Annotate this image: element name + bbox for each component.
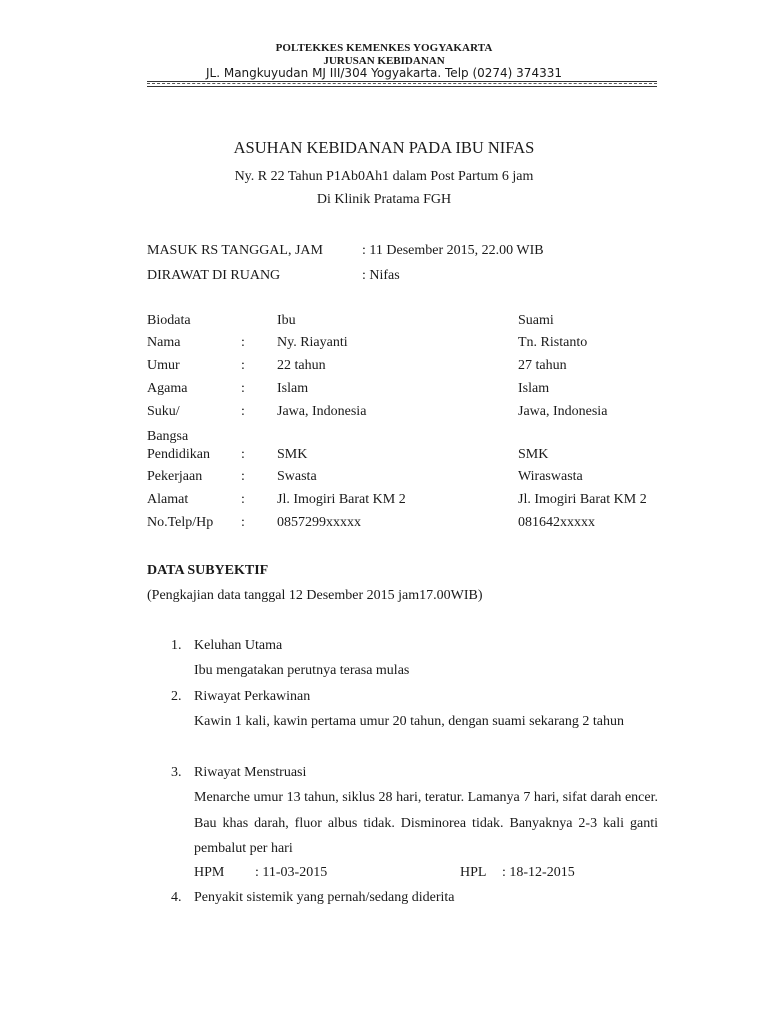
biodata-row-suami: 27 tahun xyxy=(518,358,567,373)
biodata-row-suami: 081642xxxxx xyxy=(518,515,595,530)
admission-masuk-label: MASUK RS TANGGAL, JAM xyxy=(147,243,323,258)
hpl-value: : 18-12-2015 xyxy=(502,865,575,880)
list-item-text: Menarche umur 13 tahun, siklus 28 hari, teratur. Lamanya 7 hari, sifat darah encer. Bau khas darah, fluor albus tidak. Disminorea tidak. Banyaknya 2-3 kali ganti pembalut per hari xyxy=(194,790,658,856)
biodata-row-ibu: Jawa, Indonesia xyxy=(277,404,367,419)
biodata-row-label: Alamat xyxy=(147,492,189,507)
biodata-row-suami: Jl. Imogiri Barat KM 2 xyxy=(518,492,647,507)
biodata-row-suami: SMK xyxy=(518,447,549,462)
biodata-row-colon: : xyxy=(241,381,245,396)
biodata-header-label: Biodata xyxy=(147,313,191,328)
biodata-header-ibu: Ibu xyxy=(277,313,296,328)
biodata-row-label: Umur xyxy=(147,358,180,373)
biodata-row-label: Pekerjaan xyxy=(147,469,203,484)
document-subtitle-patient: Ny. R 22 Tahun P1Ab0Ah1 dalam Post Partum 6 jam xyxy=(234,169,534,184)
biodata-header-suami: Suami xyxy=(518,313,554,328)
biodata-row-label: Pendidikan xyxy=(147,447,210,462)
list-item-number: 1. xyxy=(171,638,182,653)
biodata-row-colon: : xyxy=(241,447,245,462)
biodata-row-colon: : xyxy=(241,358,245,373)
list-item-number: 3. xyxy=(171,765,182,780)
admission-ruang-value: : Nifas xyxy=(362,268,400,283)
biodata-row-label-continued: Bangsa xyxy=(147,429,189,444)
list-item-title: Riwayat Menstruasi xyxy=(194,765,307,780)
biodata-row-ibu: 22 tahun xyxy=(277,358,326,373)
hpm-value: : 11-03-2015 xyxy=(255,865,328,880)
institution-name: POLTEKKES KEMENKES YOGYAKARTA xyxy=(275,42,493,54)
document-subtitle-location: Di Klinik Pratama FGH xyxy=(316,192,452,207)
biodata-row-ibu: Jl. Imogiri Barat KM 2 xyxy=(277,492,406,507)
biodata-row-colon: : xyxy=(241,492,245,507)
biodata-row-label: Suku/ xyxy=(147,404,180,419)
biodata-row-label: Nama xyxy=(147,335,181,350)
list-item-text: Ibu mengatakan perutnya terasa mulas xyxy=(194,663,410,678)
biodata-row-label: No.Telp/Hp xyxy=(147,515,214,530)
department-name: JURUSAN KEBIDANAN xyxy=(323,55,445,67)
institution-address: JL. Mangkuyudan MJ III/304 Yogyakarta. Telp (0274) 374331 xyxy=(206,66,562,80)
biodata-row-ibu: Ny. Riayanti xyxy=(277,335,348,350)
biodata-row-colon: : xyxy=(241,404,245,419)
biodata-row-suami: Tn. Ristanto xyxy=(518,335,588,350)
hpl-label: HPL xyxy=(460,865,487,880)
list-item-title: Riwayat Perkawinan xyxy=(194,689,311,704)
document-title: ASUHAN KEBIDANAN PADA IBU NIFAS xyxy=(233,138,535,157)
biodata-row-colon: : xyxy=(241,469,245,484)
biodata-row-ibu: Swasta xyxy=(277,469,317,484)
biodata-row-colon: : xyxy=(241,515,245,530)
list-item-number: 4. xyxy=(171,890,182,905)
biodata-row-suami: Islam xyxy=(518,381,550,396)
biodata-row-colon: : xyxy=(241,335,245,350)
list-item-text: Kawin 1 kali, kawin pertama umur 20 tahun, dengan suami sekarang 2 tahun xyxy=(194,714,624,729)
header-divider xyxy=(147,81,657,87)
biodata-row-ibu: 0857299xxxxx xyxy=(277,515,361,530)
biodata-row-suami: Jawa, Indonesia xyxy=(518,404,608,419)
admission-ruang-label: DIRAWAT DI RUANG xyxy=(147,268,281,283)
list-item-title: Penyakit sistemik yang pernah/sedang diderita xyxy=(194,890,455,905)
subjective-date-note: (Pengkajian data tanggal 12 Desember 2015 jam17.00WIB) xyxy=(147,588,483,603)
list-item-number: 2. xyxy=(171,689,182,704)
admission-masuk-value: : 11 Desember 2015, 22.00 WIB xyxy=(362,243,544,258)
biodata-row-label: Agama xyxy=(147,381,188,396)
biodata-row-ibu: SMK xyxy=(277,447,308,462)
list-item-title: Keluhan Utama xyxy=(194,638,283,653)
biodata-row-suami: Wiraswasta xyxy=(518,469,583,484)
biodata-row-ibu: Islam xyxy=(277,381,309,396)
hpm-label: HPM xyxy=(194,865,225,880)
subjective-heading: DATA SUBYEKTIF xyxy=(147,563,269,578)
